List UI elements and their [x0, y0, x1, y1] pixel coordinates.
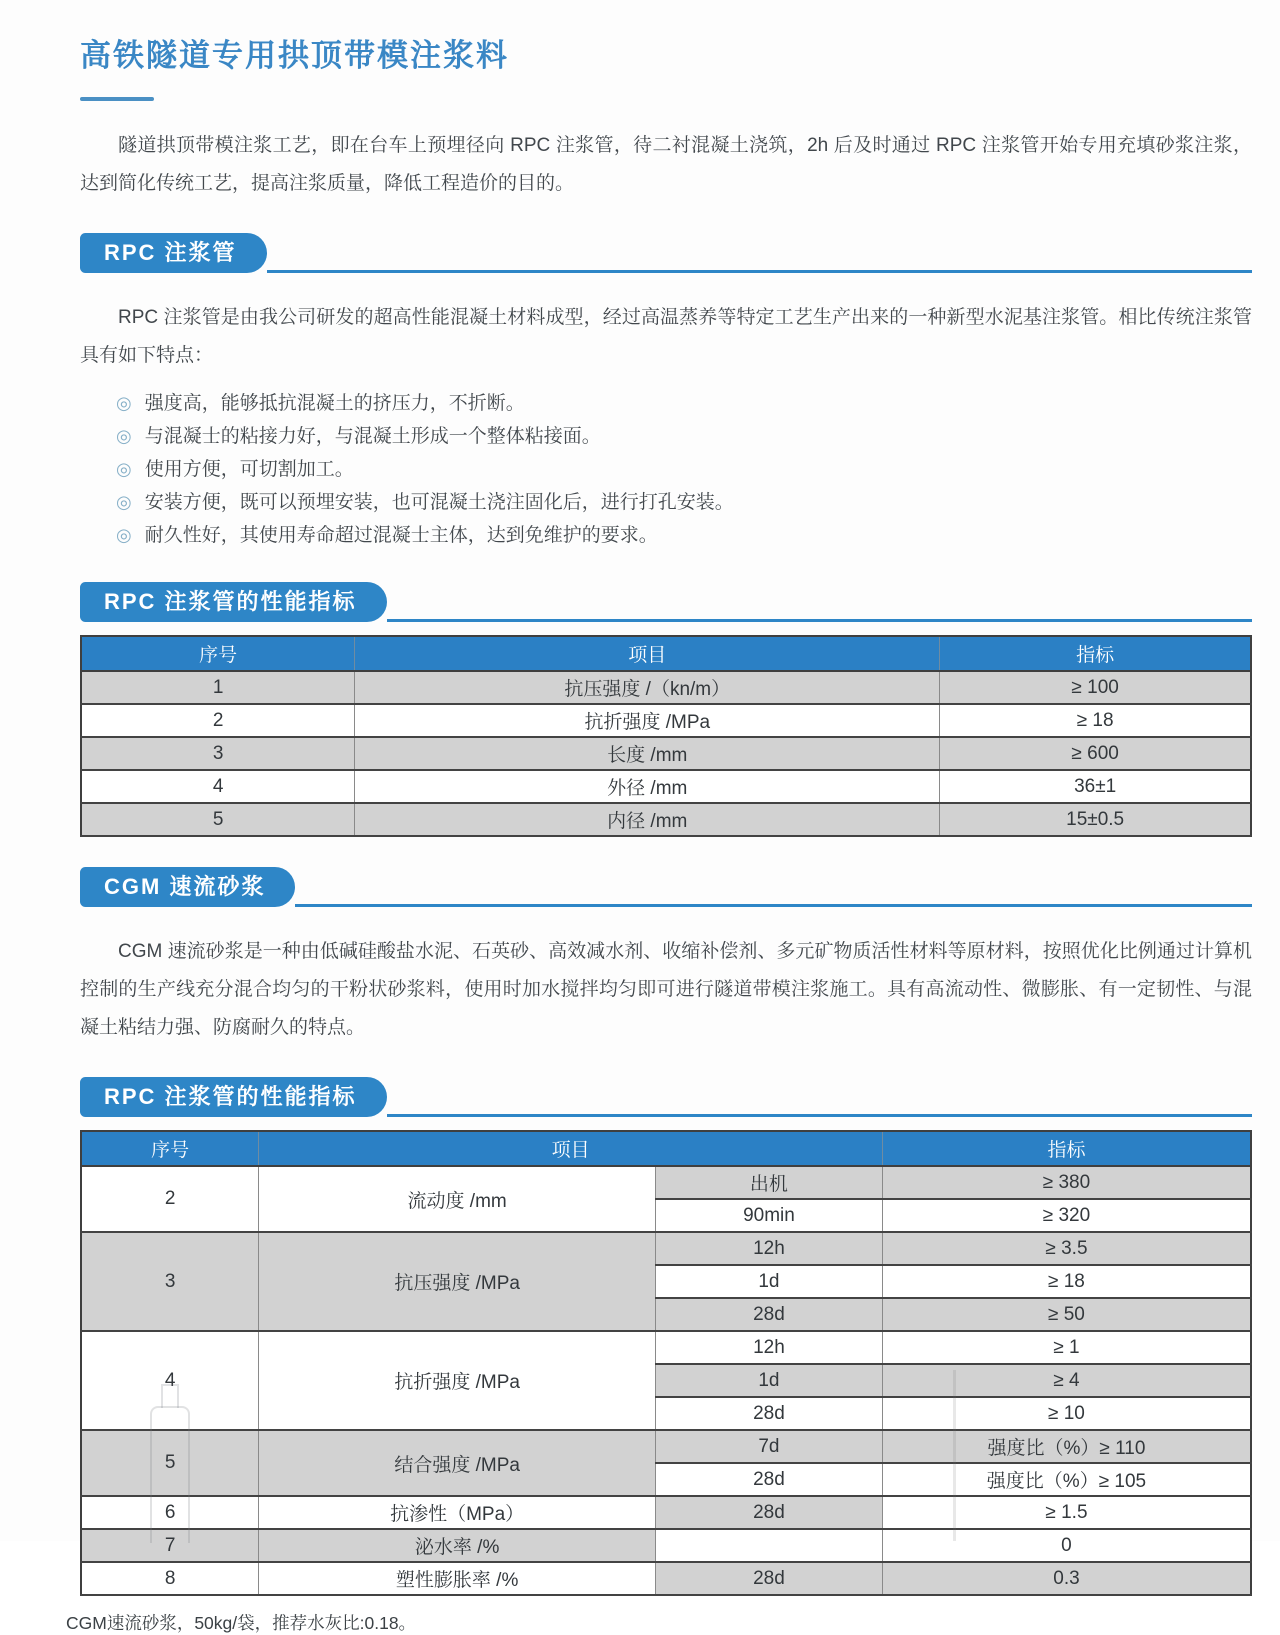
table-cell-item: 泌水率 /% — [259, 1529, 656, 1562]
column-header: 项目 — [259, 1131, 883, 1166]
table-cell-condition: 出机 — [655, 1166, 882, 1199]
bullet-icon: ◎ — [116, 459, 132, 479]
table-cell: 15±0.5 — [940, 803, 1251, 836]
feature-list — [80, 387, 1252, 552]
list-item — [116, 519, 1252, 552]
table-cell-value: ≥ 1.5 — [882, 1496, 1251, 1529]
column-header: 指标 — [882, 1131, 1251, 1166]
table-cell-condition: 28d — [655, 1496, 882, 1529]
table-cell-item: 结合强度 /MPa — [259, 1430, 656, 1496]
table-cell-value: ≥ 18 — [882, 1265, 1251, 1298]
list-item — [116, 387, 1252, 420]
list-item — [116, 453, 1252, 486]
table-cell: 抗压强度 /（kn/m） — [355, 671, 940, 704]
scan-artifact-line — [953, 1370, 956, 1541]
column-header: 序号 — [81, 636, 355, 671]
column-header: 项目 — [355, 636, 940, 671]
table-row — [81, 704, 1251, 737]
table-cell-item: 抗压强度 /MPa — [259, 1232, 656, 1331]
table-cell: 1 — [81, 671, 355, 704]
table-cell-value: 0.3 — [882, 1562, 1251, 1595]
table-cell: 内径 /mm — [355, 803, 940, 836]
feature-text: 与混凝士的粘接力好，与混凝土形成一个整体粘接面。 — [144, 426, 601, 447]
section-badge-rpc: RPC 注浆管 — [80, 233, 267, 273]
table-cell-value: 强度比（%）≥ 105 — [882, 1463, 1251, 1496]
cgm-performance-table — [80, 1130, 1252, 1596]
table-cell-value: 强度比（%）≥ 110 — [882, 1430, 1251, 1463]
table-row — [81, 671, 1251, 704]
table-cell: 5 — [81, 803, 355, 836]
section-rule — [387, 619, 1252, 622]
header-row — [81, 1131, 1251, 1166]
section-rule — [267, 270, 1252, 273]
section-badge-cgm-performance: RPC 注浆管的性能指标 — [80, 1077, 387, 1117]
table-cell-no: 3 — [81, 1232, 259, 1331]
table-cell-condition: 12h — [655, 1331, 882, 1364]
table-cell: 长度 /mm — [355, 737, 940, 770]
page-title: 高铁隧道专用拱顶带模注浆料 — [80, 38, 509, 73]
table-cell-value: ≥ 50 — [882, 1298, 1251, 1331]
feature-text: 耐久性好，其使用寿命超过混凝士主体，达到免维护的要求。 — [144, 525, 658, 546]
bullet-icon: ◎ — [116, 525, 132, 545]
table-row — [81, 770, 1251, 803]
table-row — [81, 1496, 1251, 1529]
table-cell-value: 0 — [882, 1529, 1251, 1562]
table-cell-condition: 1d — [655, 1364, 882, 1397]
table-cell-condition: 1d — [655, 1265, 882, 1298]
table-cell-no: 2 — [81, 1166, 259, 1232]
section-rule — [387, 1114, 1252, 1117]
feature-text: 安装方便，既可以预埋安装，也可混凝土浇注固化后，进行打孔安装。 — [144, 492, 734, 513]
table-row — [81, 1331, 1251, 1364]
table-cell: 36±1 — [940, 770, 1251, 803]
table-cell-no: 5 — [81, 1430, 259, 1496]
section-header-cgm — [80, 867, 1252, 907]
list-item — [116, 486, 1252, 519]
table-cell-condition: 7d — [655, 1430, 882, 1463]
section-badge-rpc-performance: RPC 注浆管的性能指标 — [80, 582, 387, 622]
table-cell: 外径 /mm — [355, 770, 940, 803]
rpc-performance-table — [80, 635, 1252, 837]
table-cell-value: ≥ 4 — [882, 1364, 1251, 1397]
section-rule — [295, 904, 1252, 907]
table-cell-value: ≥ 1 — [882, 1331, 1251, 1364]
table-row — [81, 737, 1251, 770]
table-cell-item: 抗渗性（MPa） — [259, 1496, 656, 1529]
table-cell-condition: 90min — [655, 1199, 882, 1232]
bullet-icon: ◎ — [116, 393, 132, 413]
table-cell-condition: 12h — [655, 1232, 882, 1265]
table-cell-value: ≥ 10 — [882, 1397, 1251, 1430]
table-row — [81, 1529, 1251, 1562]
table-cell-condition: 28d — [655, 1397, 882, 1430]
table-row — [81, 1166, 1251, 1199]
feature-text: 使用方便，可切割加工。 — [144, 459, 354, 480]
title-underline — [80, 97, 154, 101]
scan-artifact-bottle-sketch — [150, 1406, 190, 1543]
feature-text: 强度高，能够抵抗混凝土的挤压力，不折断。 — [144, 393, 525, 414]
table-cell: ≥ 100 — [940, 671, 1251, 704]
column-header: 序号 — [81, 1131, 259, 1166]
table-cell-value: ≥ 3.5 — [882, 1232, 1251, 1265]
column-header: 指标 — [940, 636, 1251, 671]
table-cell: ≥ 600 — [940, 737, 1251, 770]
table-cell-no: 6 — [81, 1496, 259, 1529]
table-head — [81, 1131, 1251, 1166]
section-badge-cgm: CGM 速流砂浆 — [80, 867, 295, 907]
table-cell-no: 8 — [81, 1562, 259, 1595]
header-row — [81, 636, 1251, 671]
table-cell-value: ≥ 320 — [882, 1199, 1251, 1232]
table-cell-no: 7 — [81, 1529, 259, 1562]
table-cell-item: 流动度 /mm — [259, 1166, 656, 1232]
table-row — [81, 1430, 1251, 1463]
table-cell: ≥ 18 — [940, 704, 1251, 737]
table-row — [81, 1232, 1251, 1265]
table-cell-condition: 28d — [655, 1298, 882, 1331]
table-head — [81, 636, 1251, 671]
cgm-paragraph: CGM 速流砂浆是一种由低碱硅酸盐水泥、石英砂、高效减水剂、收缩补偿剂、多元矿物质活性材料等原材料，按照优化比例通过计算机控制的生产线充分混合均匀的干粉状砂浆料，使用时加水搅拌均匀即可进行隧道带模注浆施工。具有高流动性、微膨胀、有一定韧性、与混凝土粘结力强、防腐耐久的特点。 — [80, 941, 1253, 1038]
bullet-icon: ◎ — [116, 492, 132, 512]
section-header-cgm-performance — [80, 1077, 1252, 1117]
table-cell: 3 — [81, 737, 355, 770]
table-body — [81, 1166, 1251, 1595]
table-cell-condition: 28d — [655, 1562, 882, 1595]
table-cell-condition — [655, 1529, 882, 1562]
section-header-rpc — [80, 233, 1252, 273]
list-item — [116, 420, 1252, 453]
section-header-rpc-performance — [80, 582, 1252, 622]
table-cell: 抗折强度 /MPa — [355, 704, 940, 737]
footnote: CGM速流砂浆，50kg/袋，推荐水灰比:0.18。 — [66, 1613, 417, 1633]
bullet-icon: ◎ — [116, 426, 132, 446]
table-cell: 2 — [81, 704, 355, 737]
table-cell-item: 塑性膨胀率 /% — [259, 1562, 656, 1595]
table-cell-condition: 28d — [655, 1463, 882, 1496]
table-body — [81, 671, 1251, 836]
table-row — [81, 1562, 1251, 1595]
rpc-paragraph: RPC 注浆管是由我公司研发的超高性能混凝土材料成型，经过高温蒸养等特定工艺生产出来的一种新型水泥基注浆管。相比传统注浆管具有如下特点： — [80, 307, 1252, 366]
table-row — [81, 803, 1251, 836]
table-cell-value: ≥ 380 — [882, 1166, 1251, 1199]
table-cell: 4 — [81, 770, 355, 803]
table-cell-no: 4 — [81, 1331, 259, 1430]
table-cell-item: 抗折强度 /MPa — [259, 1331, 656, 1430]
intro-paragraph: 隧道拱顶带模注浆工艺，即在台车上预埋径向 RPC 注浆管，待二衬混凝土浇筑，2h 后及时通过 RPC 注浆管开始专用充填砂浆注浆，达到简化传统工艺，提高注浆质量，降低工程造价的目的。 — [80, 135, 1252, 194]
